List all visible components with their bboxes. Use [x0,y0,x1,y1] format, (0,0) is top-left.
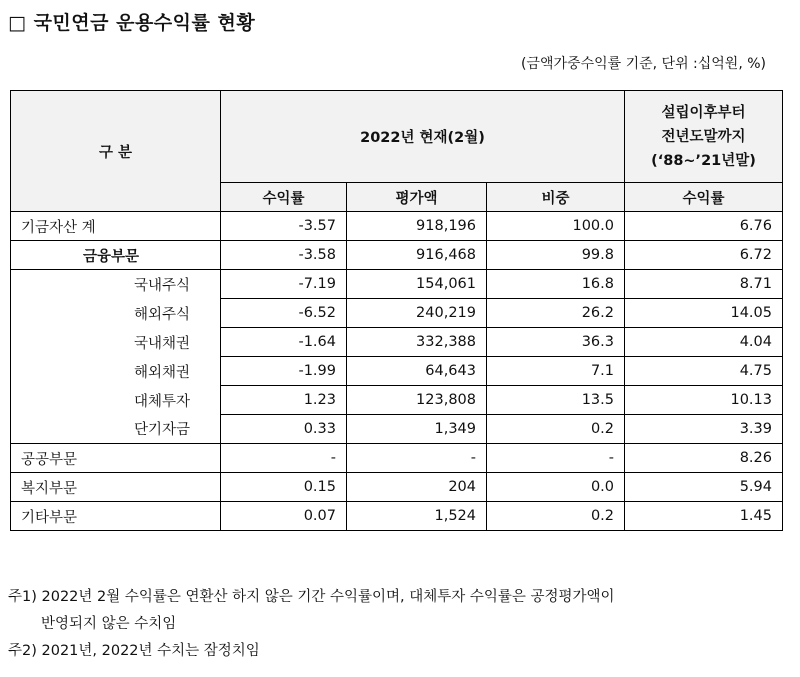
table-row [11,270,783,299]
note-1-line-1: 주1) 2022년 2월 수익률은 연환산 하지 않은 기간 수익률이며, 대체투자 수익률은 공정평가액이 [8,589,615,605]
row-name: 해외주식 [11,299,221,328]
row-value: 64,643 [347,357,487,386]
row-weight: 0.0 [487,473,625,502]
table-row [11,299,783,328]
row-value: 916,468 [347,241,487,270]
table-row [11,415,783,444]
row-weight: 0.2 [487,502,625,531]
row-return: -7.19 [221,270,347,299]
row-return: 0.33 [221,415,347,444]
table-row [11,473,783,502]
row-return-since: 6.76 [625,212,783,241]
row-return: - [221,444,347,473]
row-return-since: 3.39 [625,415,783,444]
row-name: 기금자산 계 [11,212,221,241]
footnotes [8,584,615,665]
row-return: -1.99 [221,357,347,386]
row-return-since: 1.45 [625,502,783,531]
row-return: 0.07 [221,502,347,531]
row-weight: 16.8 [487,270,625,299]
header-category: 구 분 [11,91,221,212]
row-name: 금융부문 [11,241,221,270]
row-weight: 100.0 [487,212,625,241]
row-value: 1,524 [347,502,487,531]
returns-table [10,90,783,531]
row-return-since: 10.13 [625,386,783,415]
row-weight: 7.1 [487,357,625,386]
row-name: 공공부문 [11,444,221,473]
row-value: 123,808 [347,386,487,415]
row-name: 국내주식 [11,270,221,299]
row-weight: 13.5 [487,386,625,415]
row-value: 240,219 [347,299,487,328]
row-name: 복지부문 [11,473,221,502]
header-return: 수익률 [221,183,347,212]
row-name: 해외채권 [11,357,221,386]
unit-note: (금액가중수익률 기준, 단위 :십억원, %) [521,56,766,72]
row-return: -1.64 [221,328,347,357]
row-return-since: 14.05 [625,299,783,328]
header-value: 평가액 [347,183,487,212]
row-value: 204 [347,473,487,502]
row-value: 1,349 [347,415,487,444]
row-name: 단기자금 [11,415,221,444]
page-title: □ 국민연금 운용수익률 현황 [8,12,256,34]
row-weight: 26.2 [487,299,625,328]
row-weight: 36.3 [487,328,625,357]
row-return-since: 5.94 [625,473,783,502]
row-weight: - [487,444,625,473]
row-return-since: 8.71 [625,270,783,299]
row-return: -6.52 [221,299,347,328]
row-name: 기타부문 [11,502,221,531]
table-row [11,502,783,531]
table-row [11,386,783,415]
table-row [11,444,783,473]
table-row [11,328,783,357]
row-return-since: 6.72 [625,241,783,270]
header-since-line2: 전년도말까지 [661,128,746,145]
row-value: 332,388 [347,328,487,357]
table-row [11,241,783,270]
table-row [11,212,783,241]
header-since-inception [625,91,783,183]
row-return-since: 4.75 [625,357,783,386]
header-since-line1: 설립이후부터 [661,104,746,121]
table-row [11,357,783,386]
row-return: 0.15 [221,473,347,502]
row-weight: 0.2 [487,415,625,444]
row-return-since: 8.26 [625,444,783,473]
row-weight: 99.8 [487,241,625,270]
header-2022-group: 2022년 현재(2월) [221,91,625,183]
row-return: 1.23 [221,386,347,415]
row-return: -3.57 [221,212,347,241]
header-since-line3: (‘88~’21년말) [651,152,756,169]
header-return-since: 수익률 [625,183,783,212]
row-return: -3.58 [221,241,347,270]
row-value: - [347,444,487,473]
row-name: 대체투자 [11,386,221,415]
row-value: 918,196 [347,212,487,241]
row-return-since: 4.04 [625,328,783,357]
row-name: 국내채권 [11,328,221,357]
row-value: 154,061 [347,270,487,299]
note-1-line-2: 반영되지 않은 수치임 [41,616,177,632]
header-weight: 비중 [487,183,625,212]
note-2: 주2) 2021년, 2022년 수치는 잠정치임 [8,643,260,659]
